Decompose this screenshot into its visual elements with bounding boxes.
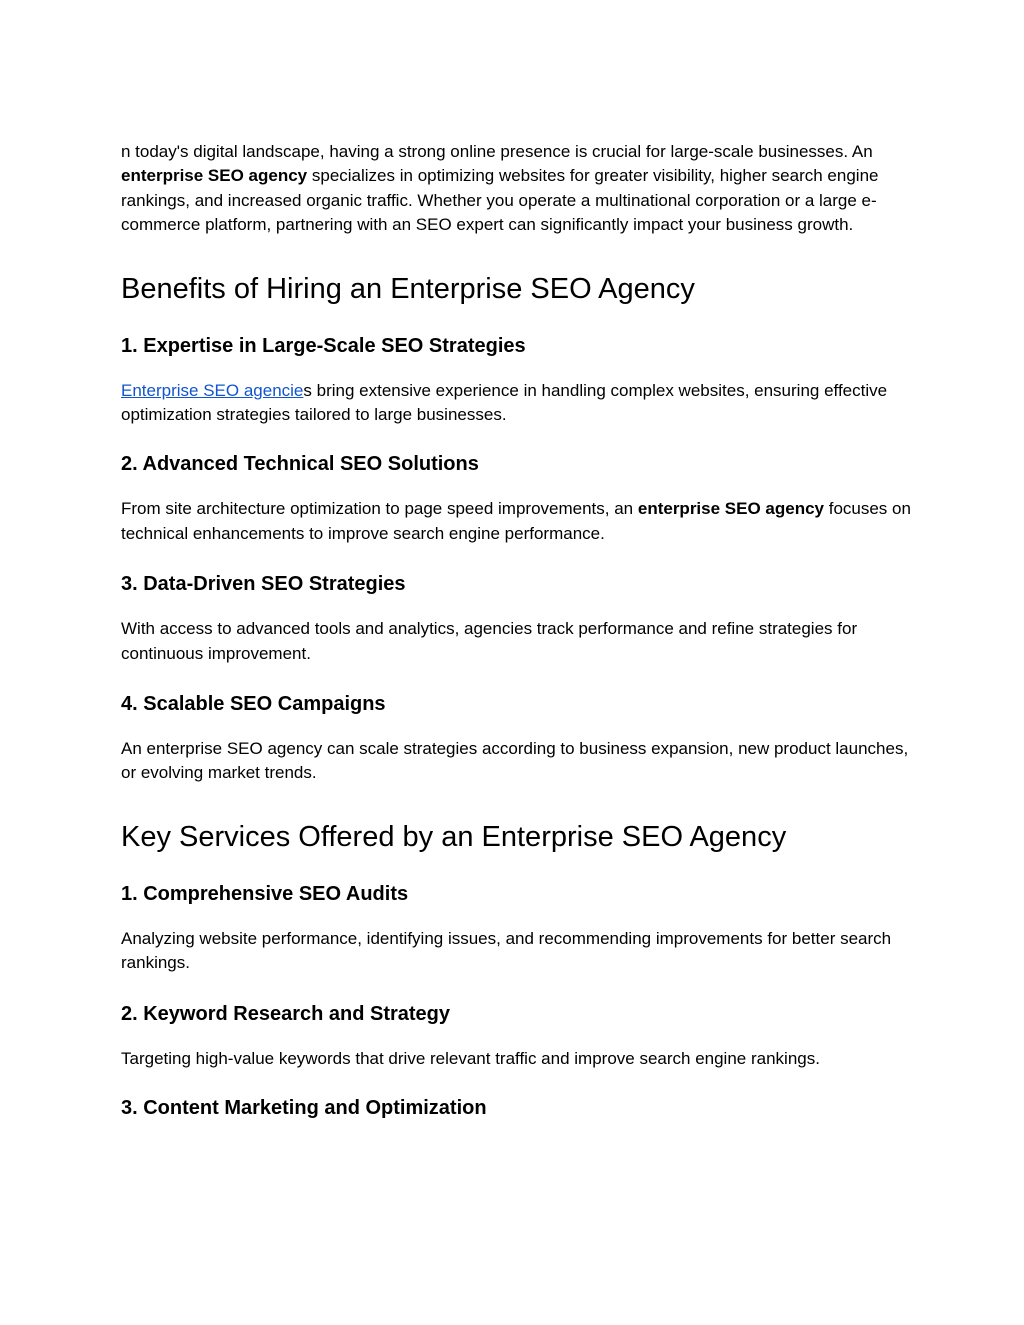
services-heading: Key Services Offered by an Enterprise SEO Agency bbox=[121, 820, 787, 853]
benefit-2-text-1: From site architecture optimization to page speed improvements, an bbox=[121, 499, 638, 519]
intro-text-2: specializes in optimizing websites for greater visibility, higher search engine rankings, and increased organic traffic. Whether you operate a multinational corporation or a large e-commerce platform, partnering with an SEO expert can significantly impact your business growth. bbox=[121, 166, 879, 235]
benefit-1-paragraph bbox=[121, 379, 911, 428]
benefit-4-title: 4. Scalable SEO Campaigns bbox=[121, 693, 386, 716]
service-2-paragraph: Targeting high-value keywords that drive relevant traffic and improve search engine rankings. bbox=[121, 1048, 820, 1068]
benefit-4-paragraph: An enterprise SEO agency can scale strategies according to business expansion, new product launches, or evolving market trends. bbox=[121, 739, 909, 783]
service-1-title: 1. Comprehensive SEO Audits bbox=[121, 882, 409, 905]
benefit-3-paragraph: With access to advanced tools and analytics, agencies track performance and refine strategies for continuous improvement. bbox=[121, 619, 858, 663]
service-3-title: 3. Content Marketing and Optimization bbox=[121, 1097, 487, 1120]
benefit-2-bold-keyword: enterprise SEO agency bbox=[637, 499, 824, 519]
benefit-3-title: 3. Data-Driven SEO Strategies bbox=[121, 573, 406, 596]
benefit-1-title: 1. Expertise in Large-Scale SEO Strategies bbox=[121, 334, 526, 357]
intro-bold-keyword: enterprise SEO agency bbox=[121, 166, 308, 186]
benefit-2-text-2: focuses on technical enhancements to improve search engine performance. bbox=[121, 499, 911, 543]
service-2-title: 2. Keyword Research and Strategy bbox=[121, 1002, 451, 1025]
benefits-heading: Benefits of Hiring an Enterprise SEO Agency bbox=[121, 272, 695, 305]
benefit-2-paragraph bbox=[121, 497, 911, 546]
document-page bbox=[121, 138, 911, 1121]
benefit-2-title: 2. Advanced Technical SEO Solutions bbox=[121, 453, 479, 476]
enterprise-seo-agencies-link[interactable]: Enterprise SEO agencie bbox=[121, 380, 304, 400]
service-1-paragraph: Analyzing website performance, identifying issues, and recommending improvements for better search rankings. bbox=[121, 928, 892, 973]
intro-text-1: n today's digital landscape, having a strong online presence is crucial for large-scale businesses. An bbox=[121, 142, 873, 161]
benefit-1-text: s bring extensive experience in handling complex websites, ensuring effective optimization strategies tailored to large businesses. bbox=[121, 380, 888, 425]
intro-paragraph bbox=[121, 140, 911, 238]
